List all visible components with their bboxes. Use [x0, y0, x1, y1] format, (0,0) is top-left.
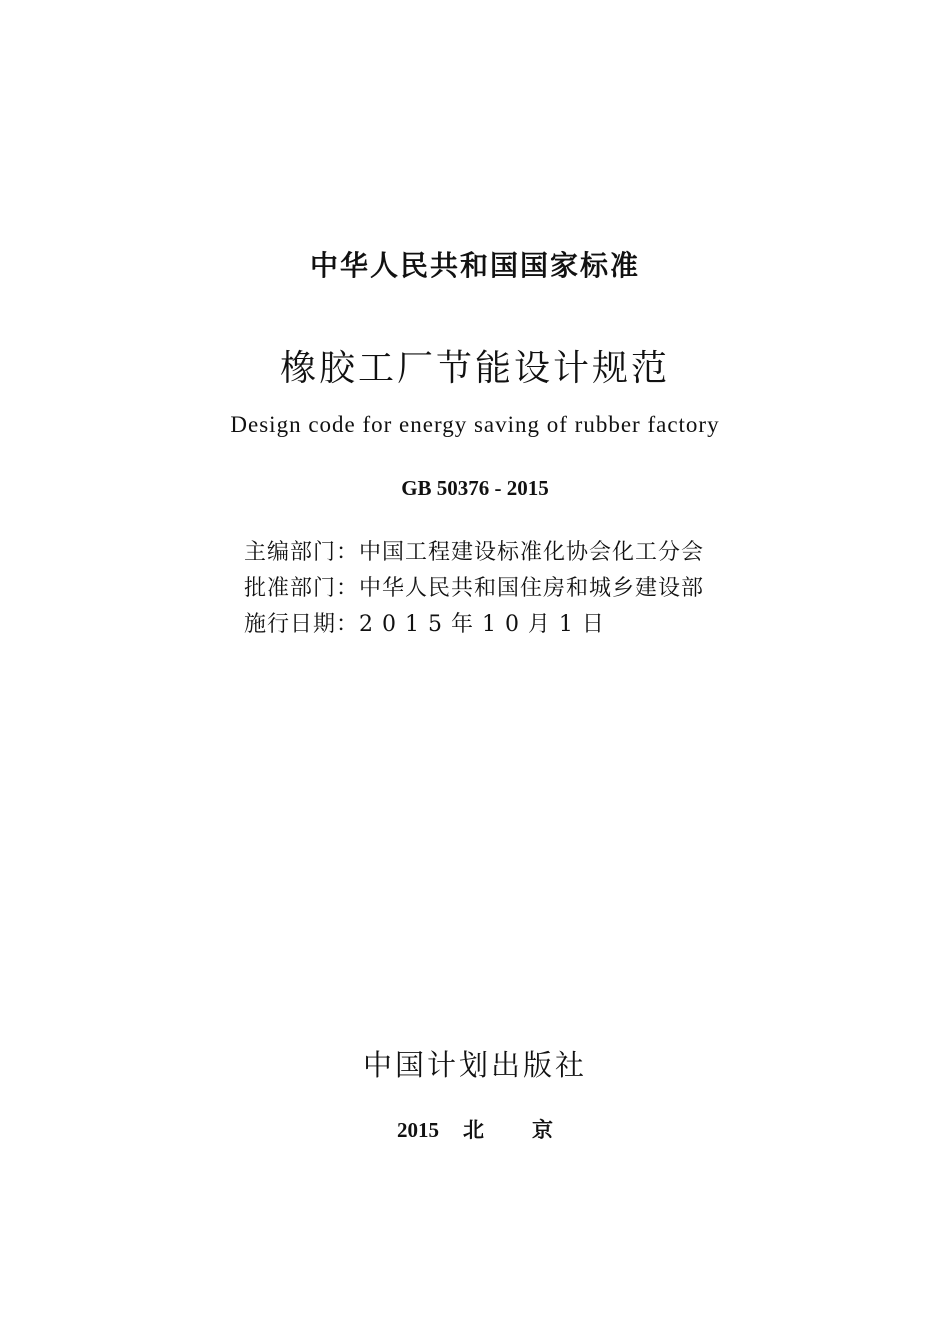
- publication-city-part2: 京: [532, 1118, 553, 1142]
- publication-place: [0, 1114, 950, 1144]
- standard-code: GB 50376 - 2015: [401, 476, 549, 500]
- standard-metadata: [244, 535, 704, 643]
- approving-department: 批准部门：中华人民共和国住房和城乡建设部: [244, 576, 705, 601]
- editing-department: 主编部门：中国工程建设标准化协会化工分会: [244, 540, 705, 565]
- effective-date: 施行日期：2 0 1 5 年 1 0 月 1 日: [244, 612, 605, 637]
- standard-title-chinese: 橡胶工厂节能设计规范: [279, 348, 670, 389]
- publication-year: 2015: [397, 1118, 439, 1142]
- publication-city-part1: 北: [463, 1118, 484, 1142]
- national-standard-heading: 中华人民共和国国家标准: [309, 249, 640, 282]
- publisher-name: 中国计划出版社: [362, 1048, 587, 1082]
- standard-title-english: Design code for energy saving of rubber factory: [230, 412, 720, 437]
